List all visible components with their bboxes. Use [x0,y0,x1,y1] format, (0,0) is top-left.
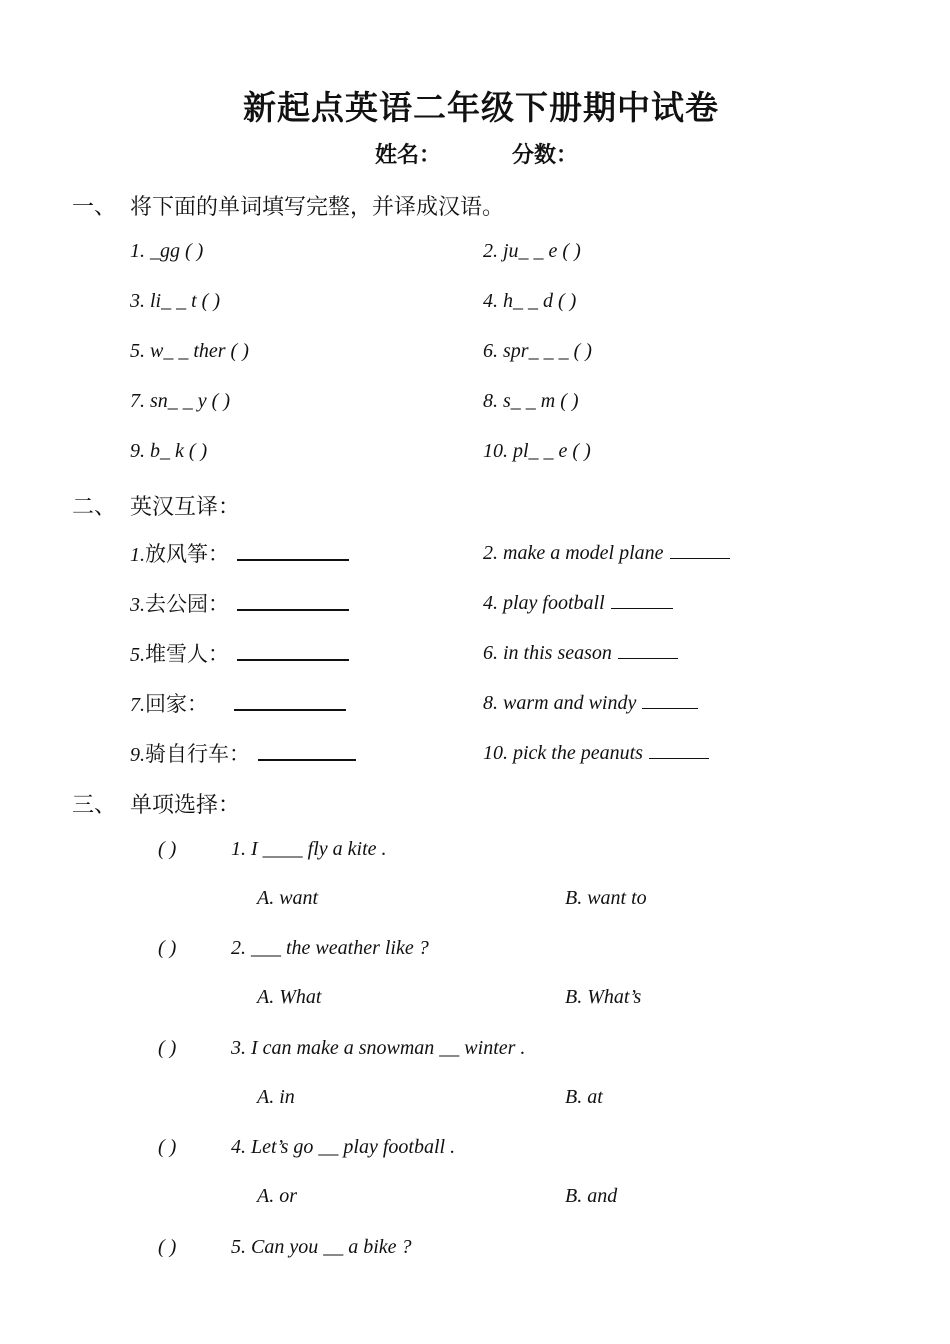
answer-blank[interactable] [670,538,730,559]
word-item-7: 7. sn_ _ y ( ) [130,390,230,412]
answer-blank[interactable] [649,738,709,759]
translate-item-text: 10. pick the peanuts [483,742,643,764]
option-b: B. at [565,1086,603,1108]
translate-item-number: 5. [130,644,145,666]
word-item-3: 3. li_ _ t ( ) [130,290,220,312]
translate-item-6 [483,638,678,665]
question-2: 2. ___ the weather like ? [231,937,429,959]
answer-paren[interactable]: ( ) [158,1236,177,1258]
option-a: A. in [257,1086,295,1108]
option-b: B. want to [565,887,647,909]
word-item-4: 4. h_ _ d ( ) [483,290,577,312]
question-3: 3. I can make a snowman __ winter . [231,1037,526,1059]
translate-item-number: 7. [130,694,145,716]
word-item-8: 8. s_ _ m ( ) [483,390,579,412]
section-1-heading [72,190,504,221]
translate-item-number: 3. [130,594,145,616]
answer-blank[interactable] [642,688,698,709]
translate-item-2 [483,538,730,565]
translate-item-text: 2. make a model plane [483,542,664,564]
question-4: 4. Let’s go __ play football . [231,1136,456,1158]
translate-item-text: 回家： [145,692,208,716]
word-item-2: 2. ju_ _ e ( ) [483,240,581,262]
translate-item-10 [483,738,709,765]
translate-item-text: 堆雪人： [145,642,229,666]
section-3-heading [72,788,240,819]
section-2-title: 英汉互译： [130,495,241,520]
answer-paren[interactable]: ( ) [158,1037,177,1059]
answer-paren[interactable]: ( ) [158,1136,177,1158]
answer-blank[interactable] [611,588,673,609]
translate-item-text: 骑自行车： [145,742,250,766]
word-item-6: 6. spr_ _ _ ( ) [483,340,592,362]
translate-item-5 [130,638,349,668]
section-1-number: 一、 [72,195,117,220]
translate-item-number: 9. [130,744,145,766]
translate-item-text: 放风筝： [145,542,229,566]
translate-item-9 [130,738,356,768]
translate-item-8 [483,688,698,715]
section-2-number: 二、 [72,495,117,520]
answer-blank[interactable] [237,539,349,561]
section-3-number: 三、 [72,793,117,818]
answer-blank[interactable] [258,739,356,761]
translate-item-text: 6. in this season [483,642,612,664]
translate-item-3 [130,588,349,618]
answer-blank[interactable] [618,638,678,659]
translate-item-text: 4. play football [483,592,605,614]
question-1: 1. I ____ fly a kite . [231,838,387,860]
word-item-1: 1. _gg ( ) [130,240,204,262]
option-b: B. and [565,1185,618,1207]
answer-paren[interactable]: ( ) [158,838,177,860]
translate-item-7 [130,688,346,718]
translate-item-text: 去公园： [145,592,229,616]
translate-item-1 [130,538,349,568]
answer-blank[interactable] [237,639,349,661]
section-1-title: 将下面的单词填写完整，并译成汉语。 [130,195,505,220]
word-item-5: 5. w_ _ ther ( ) [130,340,249,362]
option-b: B. What’s [565,986,642,1008]
translate-item-text: 8. warm and windy [483,692,637,714]
option-a: A. or [257,1185,297,1207]
section-2-heading [72,490,240,521]
word-item-10: 10. pl_ _ e ( ) [483,440,591,462]
answer-paren[interactable]: ( ) [158,937,177,959]
word-item-9: 9. b_ k ( ) [130,440,208,462]
option-a: A. want [257,887,319,909]
translate-item-number: 1. [130,544,145,566]
answer-blank[interactable] [237,589,349,611]
page-title: 新起点英语二年级下册期中试卷 [243,88,719,127]
option-a: A. What [257,986,322,1008]
section-3-title: 单项选择： [130,793,241,818]
question-5: 5. Can you __ a bike ? [231,1236,412,1258]
answer-blank[interactable] [234,689,346,711]
name-label: 姓名： [375,142,442,168]
score-label: 分数： [512,142,579,168]
translate-item-4 [483,588,673,615]
